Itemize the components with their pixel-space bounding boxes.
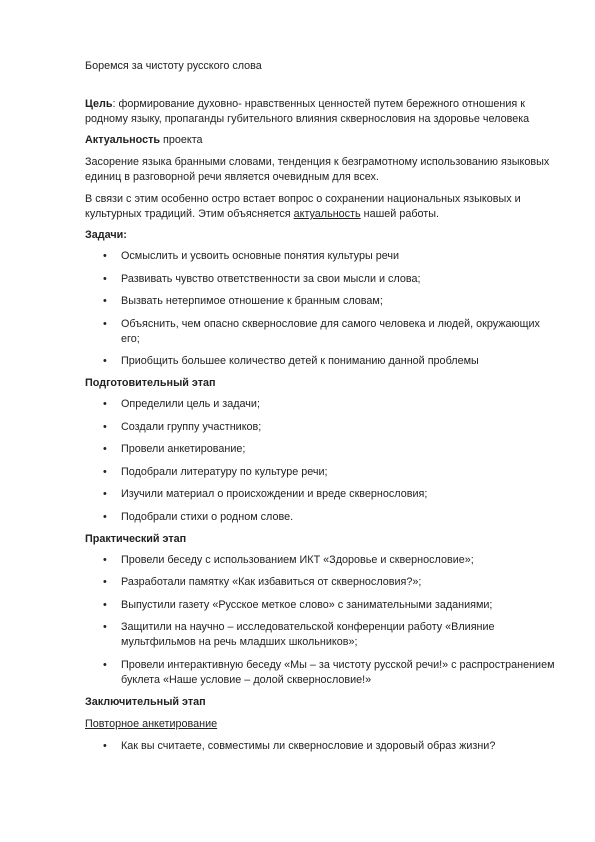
list-item-text: Провели интерактивную беседу «Мы – за чистоту русской речи!» с распространением буклета «Наше условие – долой сквернословие!» [121, 658, 555, 686]
list-item [85, 420, 555, 435]
list-item-text: Создали группу участников; [121, 420, 262, 433]
list-item-text: Приобщить большее количество детей к пониманию данной проблемы [121, 355, 479, 367]
list-item-text: Разработали памятку «Как избавиться от сквернословия?»; [121, 576, 422, 588]
bullet-icon: • [103, 488, 107, 500]
list-item [85, 739, 555, 754]
bullet-icon: • [103, 398, 107, 410]
goal-text: : формирование духовно- нравственных ценностей путем бережного отношения к родному языку, пропаганды губительного влияния сквернословия на здоровье человека [85, 98, 530, 125]
list-item-text: Как вы считаете, совместимы ли сквернословие и здоровый образ жизни? [121, 739, 496, 752]
list-item [85, 658, 555, 688]
goal-label: Цель [85, 98, 113, 110]
list-item [85, 575, 555, 590]
bullet-icon: • [103, 576, 107, 588]
bullet-icon: • [103, 465, 107, 478]
practical-list [85, 553, 555, 688]
list-item [85, 465, 555, 480]
tasks-heading-text: Задачи: [85, 229, 127, 241]
final-heading [85, 695, 555, 710]
bullet-icon: • [103, 621, 107, 633]
bullet-icon: • [103, 272, 107, 285]
list-item-text: Подобрали стихи о родном слове. [121, 510, 294, 523]
list-item-text: Развивать чувство ответственности за свои мысли и слова; [121, 272, 421, 285]
goal-paragraph [85, 97, 555, 127]
list-item [85, 487, 555, 502]
bullet-icon: • [103, 355, 107, 367]
final-heading-text: Заключительный этап [85, 695, 206, 708]
list-item [85, 553, 555, 568]
list-item [85, 354, 555, 369]
list-item-text: Осмыслить и усвоить основные понятия культуры речи [121, 250, 400, 262]
list-item [85, 598, 555, 613]
list-item-text: Провели анкетирование; [121, 443, 246, 455]
bullet-icon: • [103, 510, 107, 523]
list-item [85, 510, 555, 525]
bullet-icon: • [103, 250, 107, 262]
final-list [85, 739, 555, 754]
list-item-text: Выпустили газету «Русское меткое слово» с занимательными заданиями; [121, 598, 493, 611]
tasks-list [85, 249, 555, 369]
relevance-para1: Засорение языка бранными словами, тенденция к безграмотному использованию языковых единиц в разговорной речи является очевидным для всех. [85, 156, 550, 183]
list-item-text: Провели беседу с использованием ИКТ «Здоровье и сквернословие»; [121, 553, 474, 566]
final-subheading: Повторное анкетирование [85, 717, 218, 730]
list-item [85, 249, 555, 264]
prep-heading-text: Подготовительный этап [85, 377, 216, 389]
list-item [85, 397, 555, 412]
bullet-icon: • [103, 295, 107, 307]
list-item [85, 317, 555, 347]
list-item-text: Защитили на научно – исследовательской конференции работу «Влияние мультфильмов на речь младших школьников»; [121, 621, 495, 648]
relevance-link: актуальность [293, 208, 361, 220]
tasks-heading [85, 228, 555, 243]
relevance-para2-end: нашей работы. [360, 208, 439, 220]
list-item-text: Вызвать нетерпимое отношение к бранным словам; [121, 295, 383, 307]
list-item-text: Определили цель и задачи; [121, 398, 260, 410]
relevance-label-rest: проекта [160, 134, 203, 146]
list-item [85, 442, 555, 457]
list-item [85, 272, 555, 287]
bullet-icon: • [103, 420, 107, 433]
bullet-icon: • [103, 443, 107, 455]
practical-heading [85, 532, 555, 547]
list-item-text: Подобрали литературу по культуре речи; [121, 465, 328, 478]
prep-list [85, 397, 555, 525]
practical-heading-text: Практический этап [85, 532, 187, 545]
bullet-icon: • [103, 598, 107, 611]
document-page [85, 59, 555, 754]
list-item-text: Изучили материал о происхождении и вреде сквернословия; [121, 488, 428, 500]
bullet-icon: • [103, 658, 107, 671]
relevance-para2 [85, 192, 555, 222]
prep-heading [85, 376, 555, 391]
list-item-text: Объяснить, чем опасно сквернословие для самого человека и людей, окружающих его; [121, 317, 540, 345]
bullet-icon: • [103, 553, 107, 566]
bullet-icon: • [103, 317, 107, 330]
relevance-heading [85, 133, 555, 148]
list-item [85, 620, 555, 650]
bullet-icon: • [103, 739, 107, 752]
doc-title: Боремся за чистоту русского слова [85, 60, 262, 72]
relevance-label: Актуальность [85, 134, 161, 146]
relevance-para2-text: В связи с этим особенно остро встает вопрос о сохранении национальных языковых и культурных традиций. Этим объясняется [85, 193, 521, 220]
list-item [85, 294, 555, 309]
